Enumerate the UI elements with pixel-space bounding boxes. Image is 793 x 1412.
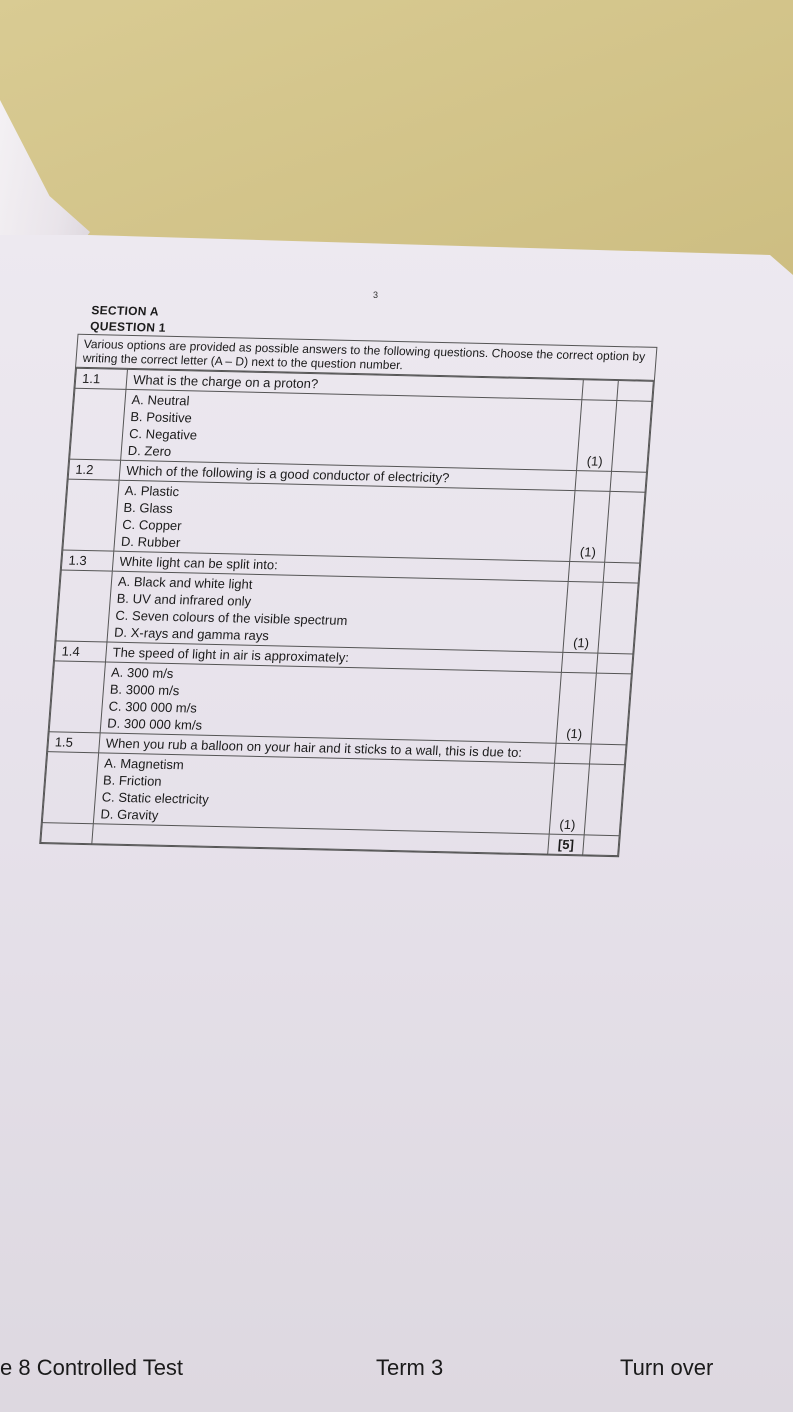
answer-cell — [612, 401, 652, 473]
answer-option: D. Gravity — [99, 806, 159, 823]
answer-option: B. 3000 m/s — [109, 681, 180, 699]
empty-number-cell — [49, 661, 105, 733]
answer-option: A. Black and white light — [117, 573, 253, 592]
options-row — [49, 661, 631, 745]
answer-option: D. 300 000 km/s — [106, 715, 203, 733]
question-number: 1.4 — [54, 641, 106, 662]
mark-cell — [561, 652, 597, 673]
answer-option: B. Glass — [123, 499, 174, 516]
answer-option: D. Zero — [127, 442, 172, 459]
answer-option: B. Positive — [129, 409, 193, 426]
answer-option: C. Static electricity — [101, 789, 210, 807]
answer-option: B. UV and infrared only — [116, 590, 252, 609]
empty-number-cell — [70, 388, 126, 460]
options-row — [42, 752, 624, 836]
mark-value: (1) — [549, 763, 589, 835]
total-marks: [5] — [548, 834, 584, 855]
question-heading: QUESTION 1 — [89, 319, 167, 335]
empty-cell — [583, 835, 619, 856]
mark-cell — [555, 743, 591, 764]
options-list — [114, 480, 575, 561]
answer-option: B. Friction — [102, 772, 163, 789]
empty-number-cell — [56, 570, 112, 642]
options-list — [93, 753, 554, 834]
section-heading: SECTION A — [90, 303, 160, 319]
answer-cell — [605, 491, 645, 563]
question-number: 1.5 — [48, 732, 100, 753]
answer-option: D. X-rays and gamma rays — [113, 624, 270, 644]
question-text: White light can be split into: — [112, 551, 569, 581]
instructions: Various options are provided as possible answers to the following questions. Choose the correct option by writing the correct letter (A – D) next to the question number. — [76, 335, 656, 381]
mark-value: (1) — [556, 672, 596, 744]
answer-cell — [590, 744, 626, 765]
empty-number-cell — [63, 479, 119, 551]
question-box — [39, 334, 657, 857]
answer-option: C. Seven colours of the visible spectrum — [114, 607, 348, 628]
empty-cell — [41, 823, 93, 844]
answer-cell — [610, 471, 646, 492]
mark-cell — [582, 380, 618, 401]
question-text: What is the charge on a proton? — [126, 369, 583, 399]
mark-cell — [575, 471, 611, 492]
question-number: 1.2 — [68, 459, 120, 480]
answer-option: A. Plastic — [124, 482, 180, 500]
options-list — [107, 571, 568, 652]
answer-option: A. 300 m/s — [110, 664, 174, 682]
answer-option: C. Negative — [128, 425, 198, 443]
mark-cell — [568, 561, 604, 582]
question-number: 1.1 — [75, 368, 127, 389]
footer-turn-over: Turn over — [620, 1355, 714, 1380]
options-row — [63, 479, 645, 563]
answer-option: C. Copper — [121, 516, 183, 534]
mark-value: (1) — [563, 581, 603, 653]
mark-value: (1) — [577, 400, 617, 472]
answer-option: C. 300 000 m/s — [108, 698, 198, 716]
answer-cell — [598, 582, 638, 654]
options-row — [70, 388, 652, 472]
footer-test-name: e 8 Controlled Test — [0, 1355, 184, 1380]
answer-option: D. Rubber — [120, 533, 181, 551]
answer-cell — [591, 673, 631, 745]
answer-cell — [596, 653, 632, 674]
options-list — [100, 662, 561, 743]
test-sheet — [0, 300, 680, 858]
page-number: 3 — [373, 290, 379, 300]
mark-value: (1) — [570, 491, 610, 563]
options-row — [56, 570, 638, 654]
footer-term: Term 3 — [376, 1355, 444, 1380]
answer-cell — [617, 381, 653, 402]
options-list — [121, 389, 582, 470]
question-text: Which of the following is a good conductor of electricity? — [119, 460, 576, 490]
answer-option: A. Neutral — [131, 392, 191, 409]
question-text: When you rub a balloon on your hair and it sticks to a wall, this is due to: — [99, 733, 556, 763]
empty-number-cell — [42, 752, 98, 824]
question-text: The speed of light in air is approximately: — [105, 642, 562, 672]
question-number: 1.3 — [61, 550, 113, 571]
answer-cell — [603, 562, 639, 583]
answer-cell — [584, 764, 624, 836]
answer-option: A. Magnetism — [103, 755, 185, 773]
question-table — [40, 368, 654, 856]
